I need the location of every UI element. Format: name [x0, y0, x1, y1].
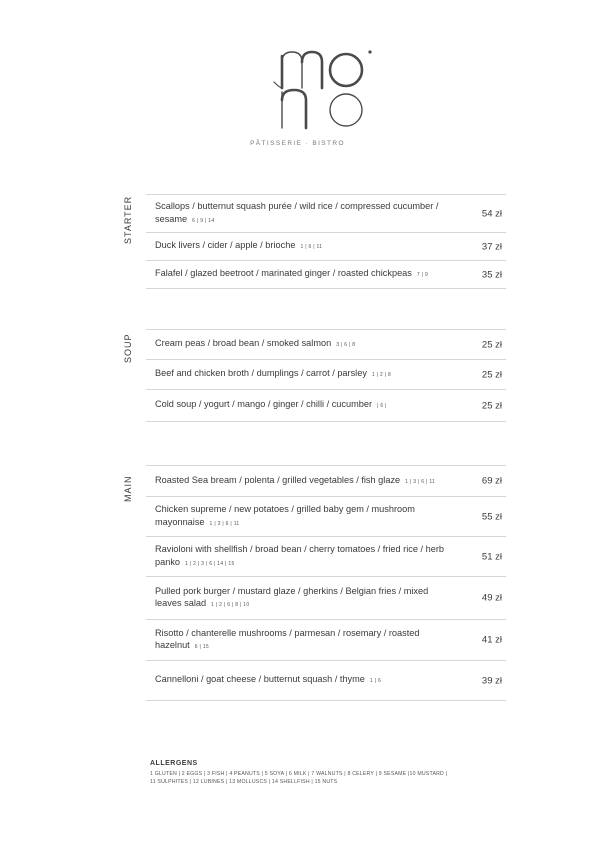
menu-item	[146, 329, 506, 359]
section-label-main: MAIN	[123, 475, 133, 502]
dish-price: 35 zł	[481, 269, 502, 280]
menu-item	[146, 359, 506, 389]
dish-price: 54 zł	[481, 208, 502, 219]
menu-item	[146, 465, 506, 496]
dish-allergens: 1 | 2 | 6 | 8 | 10	[211, 602, 250, 608]
dish-name: Falafel / glazed beetroot / marinated ginger / roasted chickpeas	[155, 268, 412, 279]
dish-allergens: 1 | 6	[369, 678, 382, 685]
dish-allergens: 1 | 6 | 11	[300, 244, 323, 251]
dish-allergens: 7 | 9	[416, 272, 429, 279]
dish-name: Cold soup / yogurt / mango / ginger / chilli / cucumber	[155, 399, 373, 410]
dish-name: Beef and chicken broth / dumplings / carrot / parsley	[155, 368, 367, 379]
dish-price: 49 zł	[481, 592, 502, 604]
allergens-line: 11 SULPHITES | 12 LUBINES | 13 MOLLUSCS | 14 SHELLFISH | 15 NUTS	[150, 779, 338, 785]
mono-logo	[270, 48, 380, 130]
dish-price: 37 zł	[481, 241, 502, 252]
dish-price: 25 zł	[481, 400, 502, 411]
dish-allergens: 1 | 2 | 3 | 6 | 14 | 15	[185, 560, 235, 567]
menu-item	[146, 389, 506, 422]
dish-price: 41 zł	[481, 634, 502, 646]
dish-name: Duck livers / cider / apple / brioche	[155, 240, 296, 251]
menu-item	[146, 260, 506, 289]
dish-name: Roasted Sea bream / polenta / grilled vegetables / fish glaze	[155, 474, 401, 485]
dish-allergens: 6 | 9 | 14	[192, 217, 215, 224]
dish-allergens: 1 | 3 | 6 | 11	[405, 478, 436, 485]
menu-item	[146, 660, 506, 701]
menu-item	[146, 619, 506, 660]
dish-price: 55 zł	[481, 511, 502, 522]
section-soup	[146, 329, 506, 422]
menu-item	[146, 194, 506, 232]
mono-logo-mark	[270, 48, 380, 130]
dish-price: 25 zł	[481, 369, 502, 380]
dish-allergens: 1 | 2 | 8	[371, 372, 392, 379]
menu-item	[146, 496, 506, 536]
dish-allergens: | 6 |	[377, 403, 387, 410]
dish-price: 25 zł	[481, 339, 502, 350]
dish-price: 51 zł	[481, 551, 502, 562]
dish-price: 39 zł	[481, 675, 502, 686]
section-label-soup: SOUP	[123, 333, 133, 363]
dish-name: Pulled pork burger / mustard glaze / gherkins / Belgian fries / mixed leaves salad	[155, 585, 429, 608]
menu-item	[146, 232, 506, 260]
dish-name: Scallops / butternut squash purée / wild rice / compressed cucumber / sesame	[155, 201, 439, 224]
section-main	[146, 465, 506, 701]
section-starter	[146, 194, 506, 289]
dish-allergens: 1 | 3 | 6 | 11	[209, 520, 240, 527]
tagline: PÂTISSERIE · BISTRO	[250, 140, 345, 147]
dish-allergens: 6 | 15	[194, 644, 209, 650]
menu-item	[146, 536, 506, 576]
dish-name: Chicken supreme / new potatoes / grilled baby gem / mushroom mayonnaise	[155, 504, 415, 527]
allergens-title: ALLERGENS	[150, 760, 198, 767]
dish-name: Ravioloni with shellfish / broad bean / cherry tomatoes / fried rice / herb panko	[155, 544, 445, 567]
section-label-starter: STARTER	[123, 195, 133, 244]
dish-name: Cream peas / broad bean / smoked salmon	[155, 338, 332, 349]
allergens-line: 1 GLUTEN | 2 EGGS | 3 FISH | 4 PEANUTS | 5 SOYA | 6 MILK | 7 WALNUTS | 8 CELERY | 9 SESAME |10 MUSTARD |	[150, 771, 448, 777]
dish-price: 69 zł	[481, 475, 502, 487]
allergens-list	[150, 770, 510, 786]
dish-name: Cannelloni / goat cheese / butternut squash / thyme	[155, 674, 365, 685]
dish-name: Risotto / chanterelle mushrooms / parmesan / rosemary / roasted hazelnut	[155, 627, 420, 650]
dish-allergens: 3 | 6 | 8	[336, 342, 356, 349]
allergens-legend	[150, 760, 510, 786]
menu-item	[146, 576, 506, 619]
